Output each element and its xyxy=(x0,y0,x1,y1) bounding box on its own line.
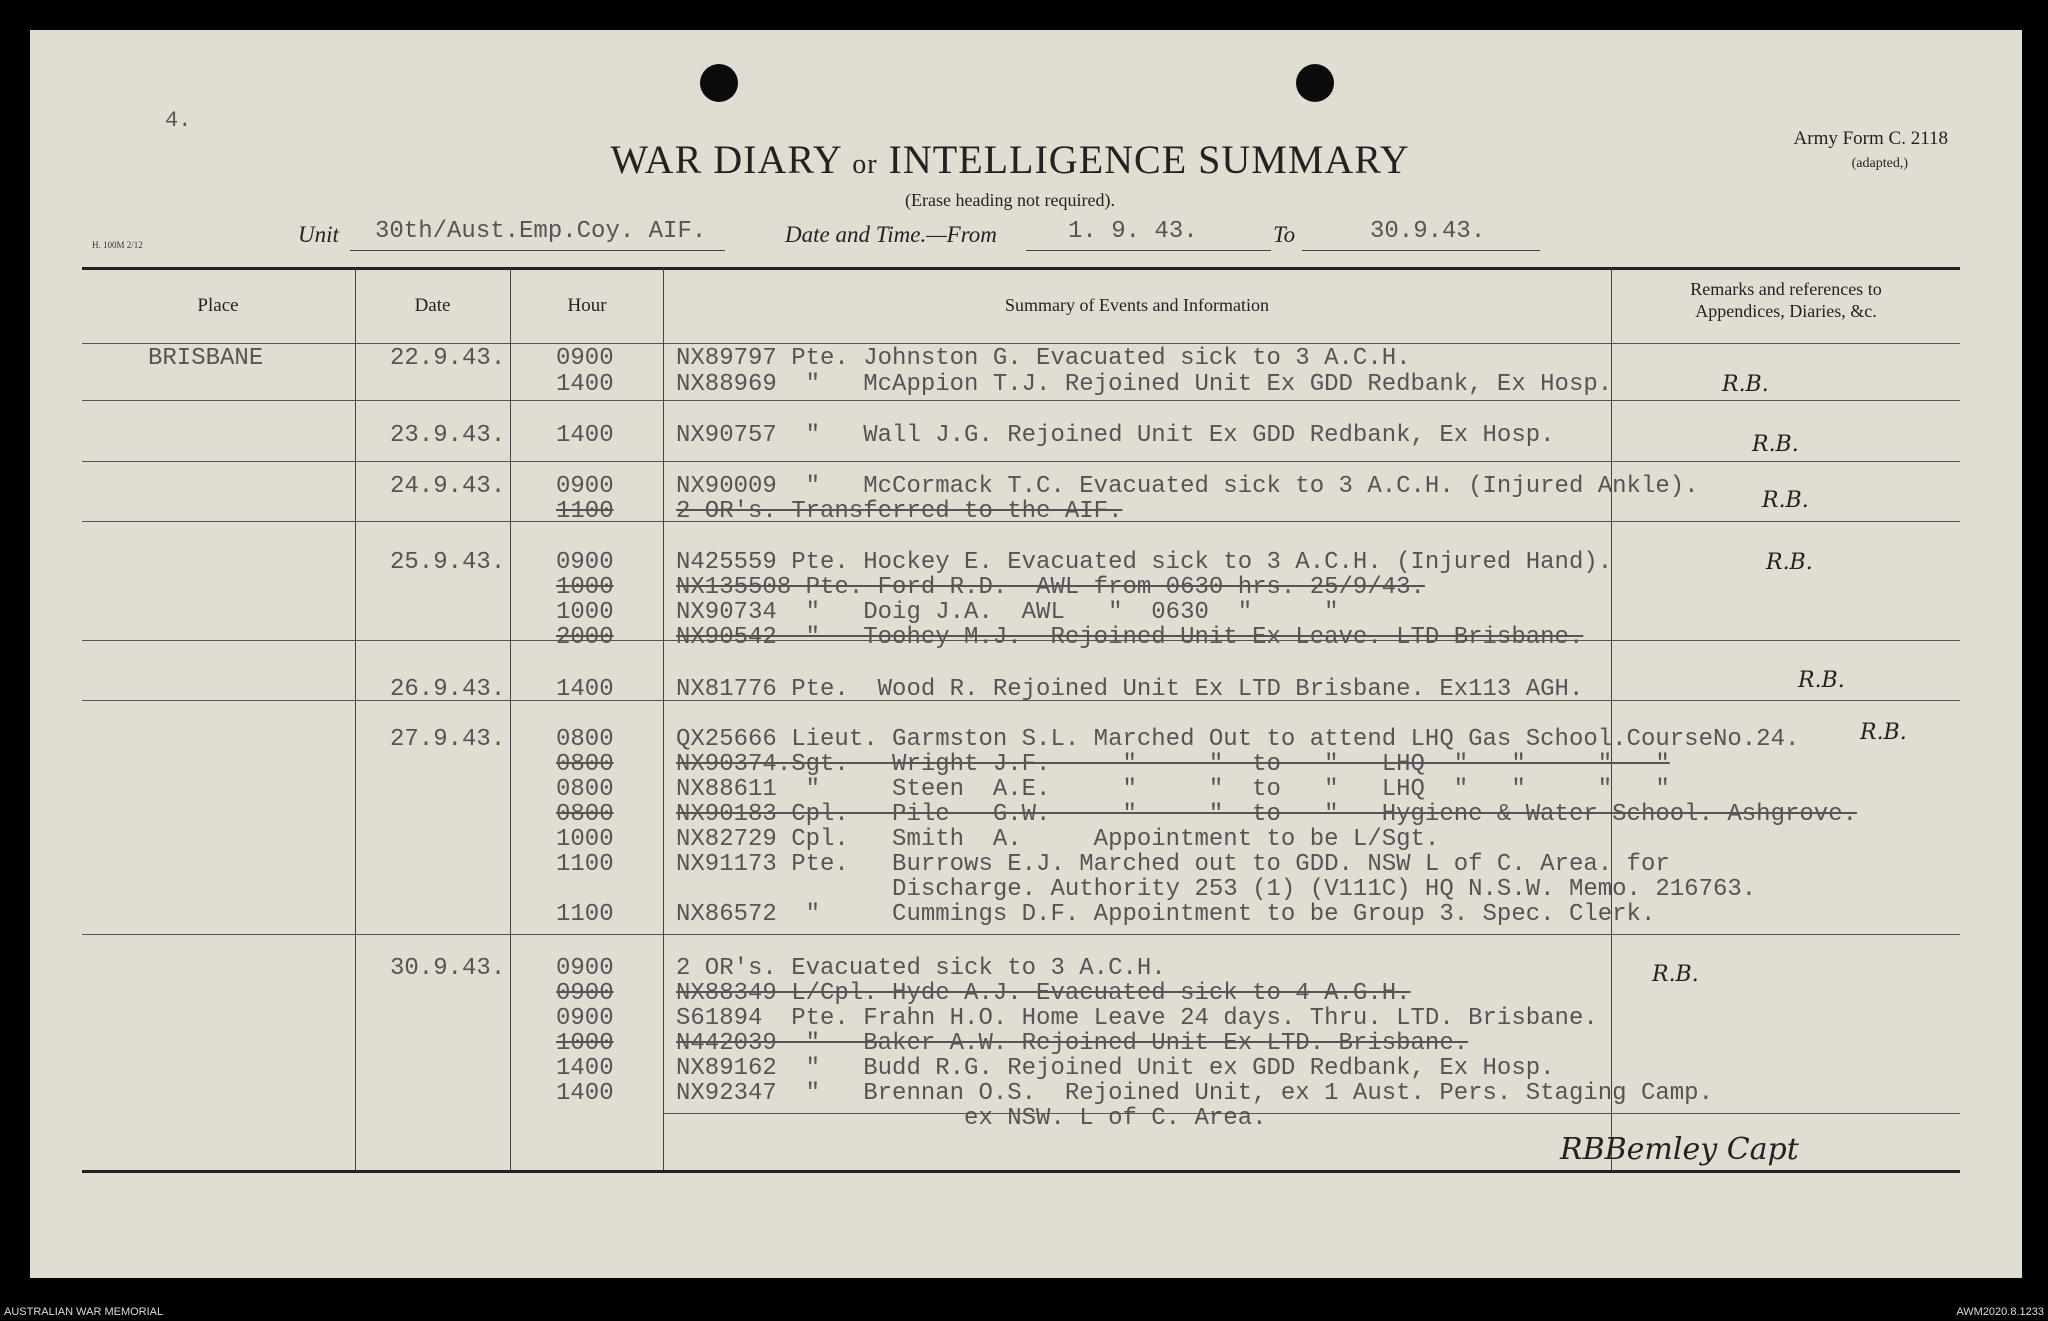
punch-hole xyxy=(700,64,738,102)
date-to: 30.9.43. xyxy=(1370,218,1486,245)
event-text: N442039 " Baker A.W. Rejoined Unit Ex LTD. Brisbane. xyxy=(676,1030,1469,1057)
to-label: To xyxy=(1273,222,1296,247)
date-cell: 24.9.43. xyxy=(390,473,506,500)
date-cell: 27.9.43. xyxy=(390,726,506,753)
punch-hole xyxy=(1296,64,1334,102)
from-underline xyxy=(1026,250,1271,251)
col-divider xyxy=(355,268,356,1170)
army-form-sub: (adapted,) xyxy=(1851,156,1908,171)
header-summary: Summary of Events and Information xyxy=(1005,295,1269,315)
header-place: Place xyxy=(197,295,239,316)
date-cell: 26.9.43. xyxy=(390,676,506,703)
date-label: Date and Time.—From xyxy=(785,222,997,247)
remarks-initials: R.B. xyxy=(1762,488,1809,513)
event-text: S61894 Pte. Frahn H.O. Home Leave 24 days. Thru. LTD. Brisbane. xyxy=(676,1005,1598,1032)
title-part-2: INTELLIGENCE SUMMARY xyxy=(888,137,1410,182)
table-top-rule xyxy=(82,267,1960,270)
title-or: or xyxy=(852,149,878,180)
hour-cell: 0900 xyxy=(556,1005,614,1032)
event-text: NX91173 Pte. Burrows E.J. Marched out to GDD. NSW L of C. Area. for xyxy=(676,851,1670,878)
hour-cell: 0800 xyxy=(556,801,614,828)
hour-cell: 0800 xyxy=(556,726,614,753)
hour-cell: 1400 xyxy=(556,676,614,703)
unit-underline xyxy=(350,250,725,251)
group-rule xyxy=(82,400,1960,401)
event-text: NX82729 Cpl. Smith A. Appointment to be L/Sgt. xyxy=(676,826,1440,853)
event-text: 2 OR's. Evacuated sick to 3 A.C.H. xyxy=(676,955,1166,982)
event-text: NX81776 Pte. Wood R. Rejoined Unit Ex LTD Brisbane. Ex113 AGH. xyxy=(676,676,1584,703)
page-number: 4. xyxy=(165,108,192,133)
remarks-initials: R.B. xyxy=(1752,432,1799,457)
event-text: N425559 Pte. Hockey E. Evacuated sick to 3 A.C.H. (Injured Hand). xyxy=(676,549,1613,576)
hour-cell: 2000 xyxy=(556,624,614,651)
date-from: 1. 9. 43. xyxy=(1068,218,1198,245)
hour-cell: 1400 xyxy=(556,422,614,449)
date-cell: 23.9.43. xyxy=(390,422,506,449)
date-cell: 30.9.43. xyxy=(390,955,506,982)
table-bottom-rule xyxy=(82,1170,1960,1173)
col-divider xyxy=(663,268,664,1170)
form-code: H. 100M 2/12 xyxy=(92,240,143,250)
hour-cell: 1000 xyxy=(556,826,614,853)
event-text: NX89162 " Budd R.G. Rejoined Unit ex GDD Redbank, Ex Hosp. xyxy=(676,1055,1555,1082)
hour-cell: 1400 xyxy=(556,371,614,398)
hour-cell: 1000 xyxy=(556,599,614,626)
remarks-initials: R.B. xyxy=(1860,720,1907,745)
hour-cell: 1400 xyxy=(556,1080,614,1107)
remarks-initials: R.B. xyxy=(1798,668,1845,693)
hour-cell: 0800 xyxy=(556,776,614,803)
signature: RBBemley Capt xyxy=(1560,1132,1799,1167)
hour-cell: 1400 xyxy=(556,1055,614,1082)
hour-cell: 1100 xyxy=(556,901,614,928)
hour-cell: 0900 xyxy=(556,980,614,1007)
hour-cell: 1000 xyxy=(556,1030,614,1057)
event-text: NX88349 L/Cpl. Hyde A.J. Evacuated sick to 4 A.G.H. xyxy=(676,980,1411,1007)
hour-cell: 0800 xyxy=(556,751,614,778)
event-text: NX92347 " Brennan O.S. Rejoined Unit, ex 1 Aust. Pers. Staging Camp. xyxy=(676,1080,1713,1107)
col-divider xyxy=(510,268,511,1170)
header-date: Date xyxy=(414,295,451,316)
event-text: NX89797 Pte. Johnston G. Evacuated sick to 3 A.C.H. xyxy=(676,345,1411,372)
group-rule xyxy=(82,934,1960,935)
hour-cell: 0900 xyxy=(556,345,614,372)
hour-cell: 0900 xyxy=(556,549,614,576)
header-hour: Hour xyxy=(567,295,607,316)
hour-cell: 0900 xyxy=(556,955,614,982)
col-divider xyxy=(1611,268,1612,1170)
page-title xyxy=(560,136,1460,183)
event-text-continued: Discharge. Authority 253 (1) (V111C) HQ N.S.W. Memo. 216763. xyxy=(676,876,1757,903)
header-rule xyxy=(82,343,1960,344)
remarks-initials: R.B. xyxy=(1652,962,1699,987)
event-text: NX86572 " Cummings D.F. Appointment to be Group 3. Spec. Clerk. xyxy=(676,901,1656,928)
hour-cell: 0900 xyxy=(556,473,614,500)
footer-right: AWM2020.8.1233 xyxy=(1956,1306,2044,1318)
event-text: 2 OR's. Transferred to the AIF. xyxy=(676,498,1123,525)
army-form-label: Army Form C. 2118 xyxy=(1793,128,1948,149)
footer-left: AUSTRALIAN WAR MEMORIAL xyxy=(4,1306,164,1318)
event-text: NX90734 " Doig J.A. AWL " 0630 " " xyxy=(676,599,1339,626)
header-remarks-2: Appendices, Diaries, &c. xyxy=(1695,301,1877,321)
place-cell: BRISBANE xyxy=(148,345,264,372)
event-text: NX90542 " Toohey M.J. Rejoined Unit Ex Leave. LTD Brisbane. xyxy=(676,624,1584,651)
subtitle: (Erase heading not required). xyxy=(905,190,1115,210)
unit-label: Unit xyxy=(298,222,339,247)
event-text: NX90009 " McCormack T.C. Evacuated sick to 3 A.C.H. (Injured Ankle). xyxy=(676,473,1699,500)
event-text: NX90757 " Wall J.G. Rejoined Unit Ex GDD Redbank, Ex Hosp. xyxy=(676,422,1555,449)
date-cell: 25.9.43. xyxy=(390,549,506,576)
date-cell: 22.9.43. xyxy=(390,345,506,372)
event-text: NX88611 " Steen A.E. " " to " LHQ " " " " xyxy=(676,776,1670,803)
title-part-1: WAR DIARY xyxy=(610,137,842,182)
event-text: NX90374.Sgt. Wright J.F. " " to " LHQ " " " " xyxy=(676,751,1670,778)
event-text: NX88969 " McAppion T.J. Rejoined Unit Ex GDD Redbank, Ex Hosp. xyxy=(676,371,1613,398)
group-rule xyxy=(82,461,1960,462)
remarks-initials: R.B. xyxy=(1722,372,1769,397)
hour-cell: 1000 xyxy=(556,574,614,601)
unit-value: 30th/Aust.Emp.Coy. AIF. xyxy=(375,218,707,245)
remarks-initials: R.B. xyxy=(1766,550,1813,575)
header-remarks-1: Remarks and references to xyxy=(1690,279,1882,299)
event-text: QX25666 Lieut. Garmston S.L. Marched Out to attend LHQ Gas School.CourseNo.24. xyxy=(676,726,1800,753)
event-text: NX135508 Pte. Ford R.D. AWL from 0630 hrs. 25/9/43. xyxy=(676,574,1425,601)
event-text: NX90183 Cpl. Pile G.W. " " to " Hygiene & Water School. Ashgrove. xyxy=(676,801,1857,828)
hour-cell: 1100 xyxy=(556,498,614,525)
event-text-continued: ex NSW. L of C. Area. xyxy=(676,1105,1267,1132)
to-underline xyxy=(1302,250,1540,251)
hour-cell: 1100 xyxy=(556,851,614,878)
